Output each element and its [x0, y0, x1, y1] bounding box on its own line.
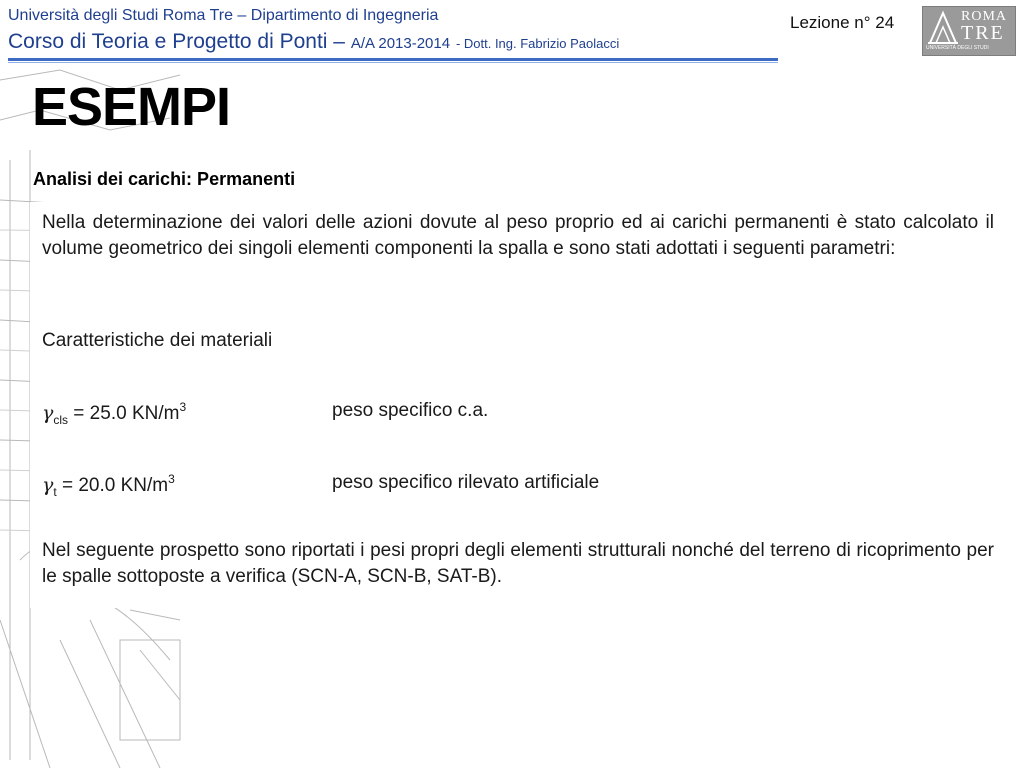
materials-heading: Caratteristiche dei materiali [42, 330, 273, 351]
header-divider-thin [8, 62, 778, 63]
lesson-number: Lezione n° 24 [790, 13, 895, 32]
intro-paragraph: Nella determinazione dei valori delle azioni dovute al peso proprio ed ai carichi permanenti è stato calcolato il volume geometrico dei singoli elementi componenti la spalla e sono stati adottati i seguenti parametri: [42, 212, 994, 259]
gamma-symbol: γ [42, 474, 54, 496]
material-value: = 20.0 KN/m [56, 475, 169, 496]
logo-emblem-icon [926, 9, 960, 45]
academic-year: A/A 2013-2014 [350, 35, 451, 52]
material-row [42, 400, 489, 427]
course-name: Corso di Teoria e Progetto di Ponti – [8, 30, 345, 53]
material-description: peso specifico c.a. [332, 400, 489, 421]
material-value: = 25.0 KN/m [68, 403, 180, 424]
material-exponent: 3 [168, 472, 175, 486]
closing-paragraph: Nel seguente prospetto sono riportati i pesi propri degli elementi strutturali nonché del terreno di ricoprimento per le spalle sottoposte a verifica (SCN-A, SCN-B, SAT-B). [42, 540, 994, 587]
logo-roma: ROMA [961, 9, 1008, 24]
material-description: peso specifico rilevato artificiale [332, 472, 600, 493]
material-subscript: cls [53, 413, 69, 427]
university-header: Università degli Studi Roma Tre – Dipartimento di Ingegneria [8, 7, 439, 24]
roma-tre-logo [922, 6, 1016, 56]
material-row [42, 472, 600, 499]
course-header [8, 30, 619, 54]
material-exponent: 3 [179, 400, 187, 414]
slide-subtitle: Analisi dei carichi: Permanenti [33, 169, 296, 189]
logo-subtitle: UNIVERSITÀ DEGLI STUDI [926, 45, 989, 51]
gamma-symbol: γ [42, 402, 54, 424]
header-divider [8, 58, 778, 61]
material-subscript: t [53, 485, 57, 499]
author: - Dott. Ing. Fabrizio Paolacci [455, 36, 620, 51]
logo-tre: TRE [961, 22, 1005, 44]
slide-title: ESEMPI [32, 77, 231, 137]
content-panel [30, 202, 1010, 608]
